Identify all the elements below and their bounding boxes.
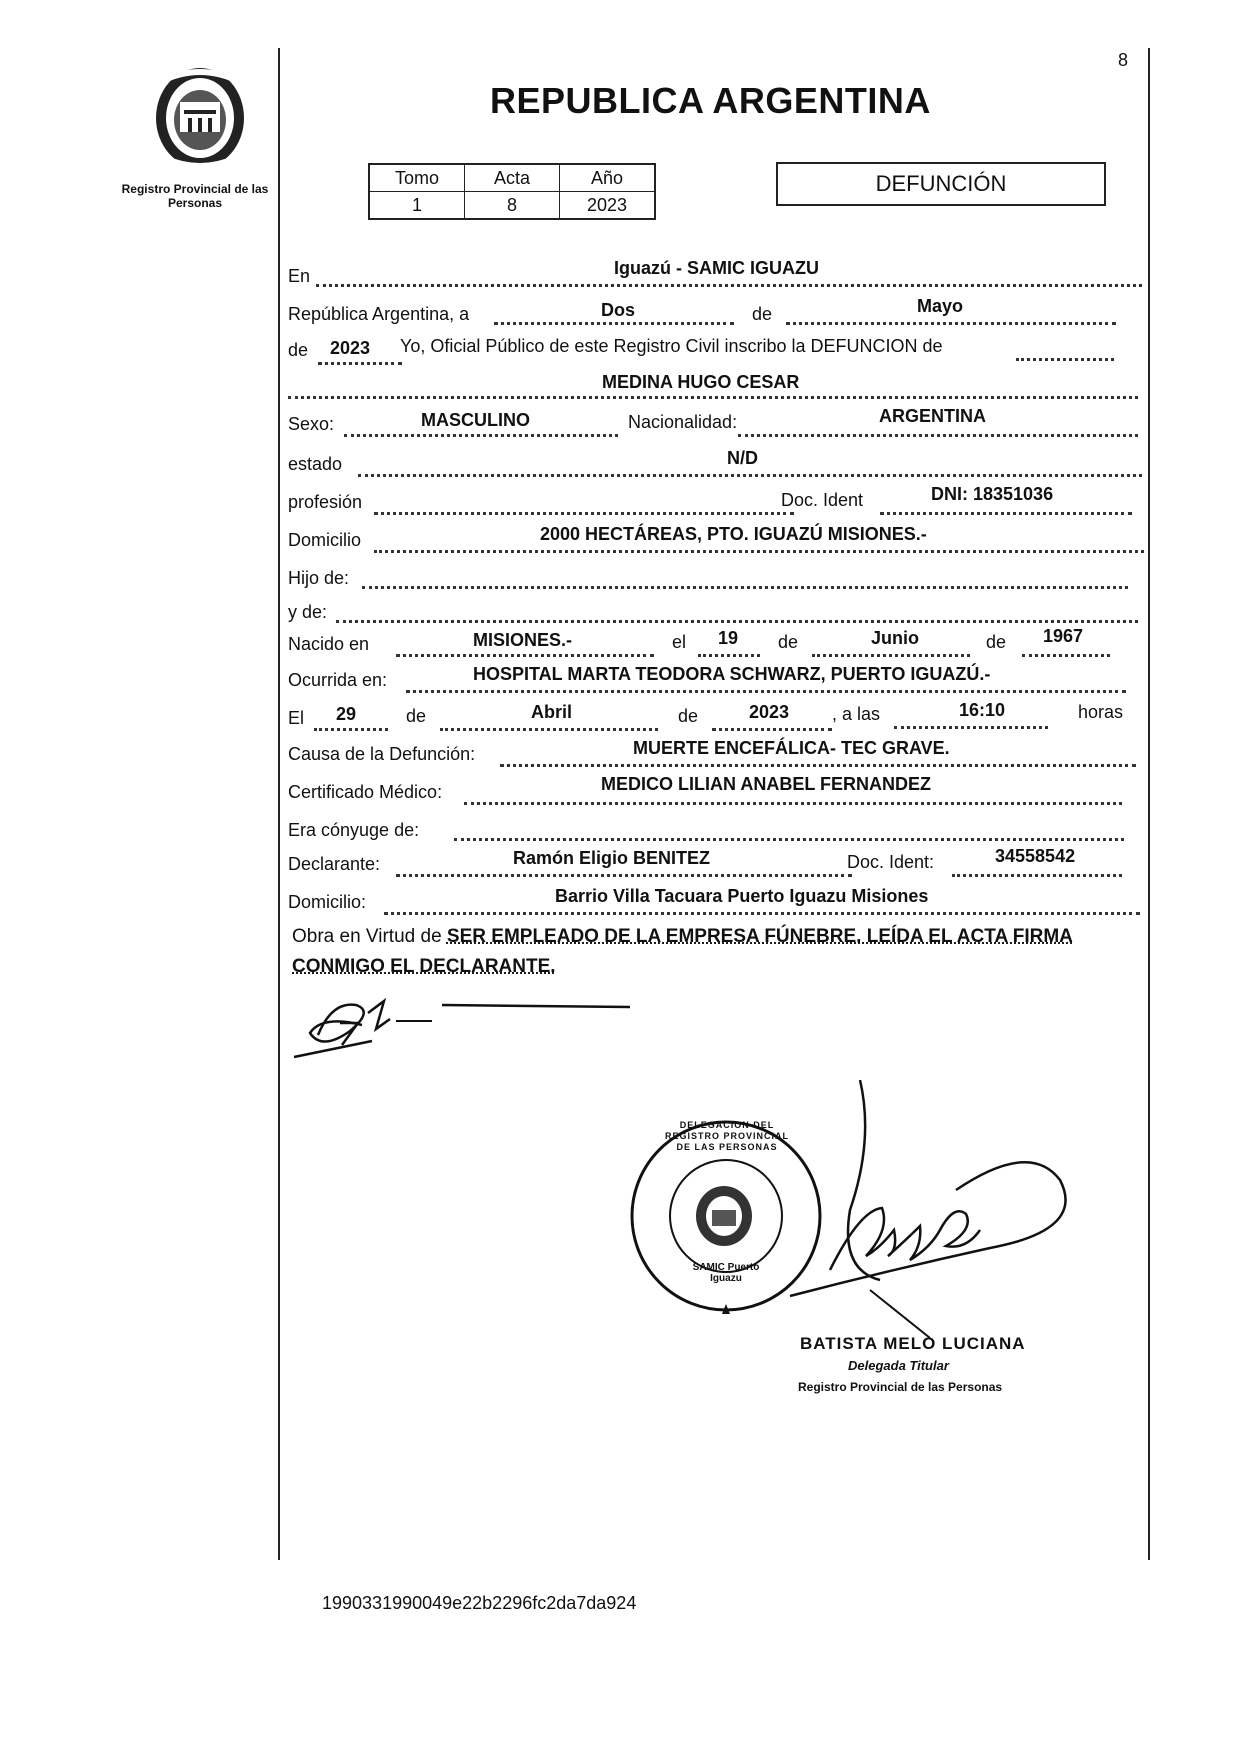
row-deceased (288, 372, 1148, 398)
value-sex: MASCULINO (418, 410, 533, 431)
row-cause (288, 740, 1148, 766)
value-born-place: MISIONES.- (470, 630, 575, 651)
label-born-de2: de (986, 632, 1007, 652)
stamp-inner-text: SAMIC Puerto Iguazu (692, 1262, 760, 1284)
value-nationality: ARGENTINA (876, 406, 989, 427)
label-time: , a las (832, 704, 881, 724)
value-declarant-doc: 34558542 (992, 846, 1078, 867)
act-type-box: DEFUNCIÓN (776, 162, 1106, 206)
label-born: Nacido en (288, 634, 370, 654)
label-reason: Obra en Virtud de (292, 926, 442, 947)
book-reference-table (368, 163, 656, 220)
document-hash: 1990331990049e22b2296fc2da7da924 (322, 1593, 637, 1613)
row-date-of-record (288, 296, 1148, 326)
official-signature (770, 1080, 1100, 1340)
label-de: de (752, 304, 773, 324)
row-address (288, 526, 1148, 552)
row-son-of (288, 564, 1148, 590)
row-declarant (288, 846, 1148, 876)
row-place (288, 258, 1148, 288)
label-civil-status: estado (288, 454, 343, 474)
row-declarant-address (288, 888, 1148, 914)
right-margin-line (1148, 48, 1150, 1560)
value-cause: MUERTE ENCEFÁLICA- TEC GRAVE. (630, 738, 953, 759)
value-born-month: Junio (868, 628, 922, 649)
book-header-anio: Año (560, 164, 656, 192)
value-doc: DNI: 18351036 (928, 484, 1056, 505)
label-doc: Doc. Ident (778, 490, 866, 511)
row-intro (288, 336, 1148, 362)
row-spouse (288, 816, 1148, 842)
label-and-of: y de: (288, 602, 328, 622)
book-value-row (369, 192, 655, 220)
intro-text: Yo, Oficial Público de este Registro Civil inscribo la DEFUNCION de (400, 336, 943, 356)
label-born-de: de (778, 632, 799, 652)
page-title: REPUBLICA ARGENTINA (490, 80, 931, 121)
value-declarant: Ramón Eligio BENITEZ (510, 848, 713, 869)
label-cause: Causa de la Defunción: (288, 744, 476, 764)
row-profession-doc (288, 484, 1148, 514)
page-number: 8 (1118, 50, 1129, 70)
label-country: República Argentina, a (288, 304, 470, 324)
value-declarant-address: Barrio Villa Tacuara Puerto Iguazu Misiones (552, 886, 931, 907)
province-seal-logo (140, 62, 260, 174)
declarant-signature (292, 985, 632, 1065)
row-birth (288, 626, 1148, 656)
reason-paragraph (292, 922, 1152, 982)
value-civil-status: N/D (724, 448, 761, 469)
label-death-de2: de (678, 706, 699, 726)
label-nationality: Nacionalidad: (628, 412, 738, 432)
label-death-el: El (288, 708, 305, 728)
book-header-tomo: Tomo (369, 164, 465, 192)
value-death-year: 2023 (746, 702, 792, 723)
label-declarant-address: Domicilio: (288, 892, 367, 912)
value-certificate: MEDICO LILIAN ANABEL FERNANDEZ (598, 774, 934, 795)
row-civil-status (288, 450, 1148, 476)
value-address: 2000 HECTÁREAS, PTO. IGUAZÚ MISIONES.- (536, 524, 931, 545)
value-born-day: 19 (718, 628, 739, 648)
row-occurred (288, 666, 1148, 692)
row-and-of (288, 598, 1148, 624)
value-year: 2023 (330, 338, 371, 358)
label-profession: profesión (288, 492, 363, 512)
value-day-words: Dos (598, 300, 638, 321)
label-son-of: Hijo de: (288, 568, 350, 588)
value-reason: SER EMPLEADO DE LA EMPRESA FÚNEBRE. LEÍDA EL ACTA FIRMA CONMIGO EL DECLARANTE. (292, 926, 1073, 977)
book-value-anio: 2023 (560, 192, 656, 220)
label-certificate: Certificado Médico: (288, 782, 443, 802)
row-death-date (288, 702, 1148, 728)
value-deceased-name: MEDINA HUGO CESAR (598, 372, 803, 393)
left-margin-line (278, 48, 280, 1560)
value-death-month: Abril (528, 702, 575, 723)
label-address: Domicilio (288, 530, 362, 550)
value-born-year: 1967 (1040, 626, 1086, 647)
label-hours: horas (1078, 702, 1124, 722)
label-spouse: Era cónyuge de: (288, 820, 420, 840)
value-death-time: 16:10 (956, 700, 1008, 721)
label-year-prefix: de (288, 340, 309, 360)
label-declarant-doc: Doc. Ident: (844, 852, 937, 873)
book-value-tomo: 1 (369, 192, 465, 220)
label-sex: Sexo: (288, 414, 335, 434)
label-declarant: Declarante: (288, 854, 381, 874)
value-month: Mayo (914, 296, 966, 317)
official-role: Delegada Titular (848, 1358, 949, 1373)
stamp-ring-text: DELEGACION DEL REGISTRO PROVINCIAL DE LAS PERSONAS (664, 1120, 789, 1152)
label-death-de: de (406, 706, 427, 726)
value-occurred-place: HOSPITAL MARTA TEODORA SCHWARZ, PUERTO IGUAZÚ.- (470, 664, 993, 685)
book-header-acta: Acta (465, 164, 560, 192)
value-place: Iguazú - SAMIC IGUAZU (610, 258, 823, 279)
row-certificate (288, 774, 1148, 804)
registry-caption: Registro Provincial de las Personas (121, 182, 269, 210)
book-header-row (369, 164, 655, 192)
book-value-acta: 8 (465, 192, 560, 220)
official-name: BATISTA MELO LUCIANA (800, 1334, 1026, 1353)
official-registry: Registro Provincial de las Personas (798, 1380, 1003, 1394)
value-death-day: 29 (336, 704, 357, 724)
label-occurred: Ocurrida en: (288, 670, 388, 690)
row-sex-nationality (288, 406, 1148, 436)
label-el: el (672, 632, 687, 652)
label-en: En (288, 266, 311, 286)
